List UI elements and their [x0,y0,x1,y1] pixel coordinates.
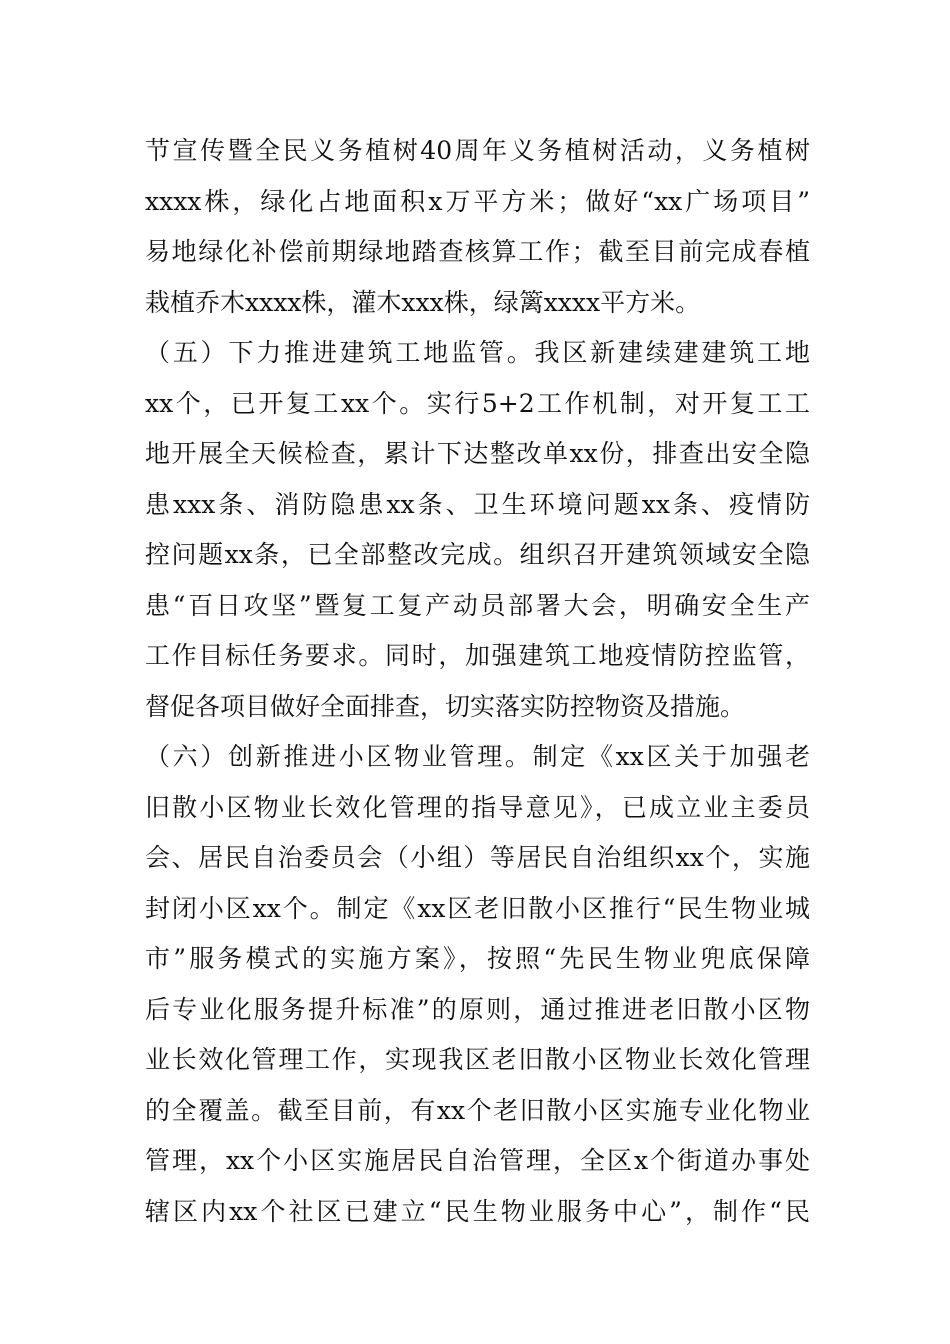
text-line: 会、居民自治委员会（小组）等居民自治组织xx个，实施 [145,843,810,872]
text-line: xxxx株，绿化占地面积x万平方米；做好“xx广场项目” [145,186,810,216]
text-line: 患“百日攻坚”暨复工复产动员部署大会，明确安全生产 [145,590,810,620]
section-heading-line: （五）下力推进建筑工地监管。我区新建续建建筑工地 [145,338,810,367]
text-line: 市”服务模式的实施方案》，按照“先民生物业兜底保障 [145,944,810,973]
text-line: 督促各项目做好全面排查，切实落实防控物资及措施。 [145,691,746,721]
text-line: 封闭小区xx个。制定《xx区老旧散小区推行“民生物业城 [145,893,810,923]
text-line: 患xxx条、消防隐患xx条、卫生环境问题xx条、疫情防 [145,489,810,519]
text-line: 辖区内xx个社区已建立“民生物业服务中心”，制作“民 [145,1196,810,1226]
text-line: 地开展全天候检查，累计下达整改单xx份，排查出安全隐 [145,439,810,468]
text-line: 业长效化管理工作，实现我区老旧散小区物业长效化管理 [145,1045,810,1074]
section-heading-line: （六）创新推进小区物业管理。制定《xx区关于加强老 [145,742,810,771]
text-line: 栽植乔木xxxx株，灌木xxx株，绿篱xxxx平方米。 [145,287,701,317]
body-text [145,126,810,1237]
text-line: 控问题xx条，已全部整改完成。组织召开建筑领域安全隐 [145,540,810,569]
text-line: 旧散小区物业长效化管理的指导意见》，已成立业主委员 [145,792,810,822]
text-line: 节宣传暨全民义务植树40周年义务植树活动，义务植树 [145,136,810,165]
text-line: 管理，xx个小区实施居民自治管理，全区x个街道办事处 [145,1146,810,1175]
text-line: 工作目标任务要求。同时，加强建筑工地疫情防控监管， [145,641,810,670]
text-line: 后专业化服务提升标准”的原则，通过推进老旧散小区物 [145,994,810,1024]
text-line: xx个，已开复工xx个。实行5+2工作机制，对开复工工 [145,388,810,418]
text-line: 的全覆盖。截至目前，有xx个老旧散小区实施专业化物业 [145,1095,810,1125]
text-line: 易地绿化补偿前期绿地踏查核算工作；截至目前完成春植 [145,237,810,266]
